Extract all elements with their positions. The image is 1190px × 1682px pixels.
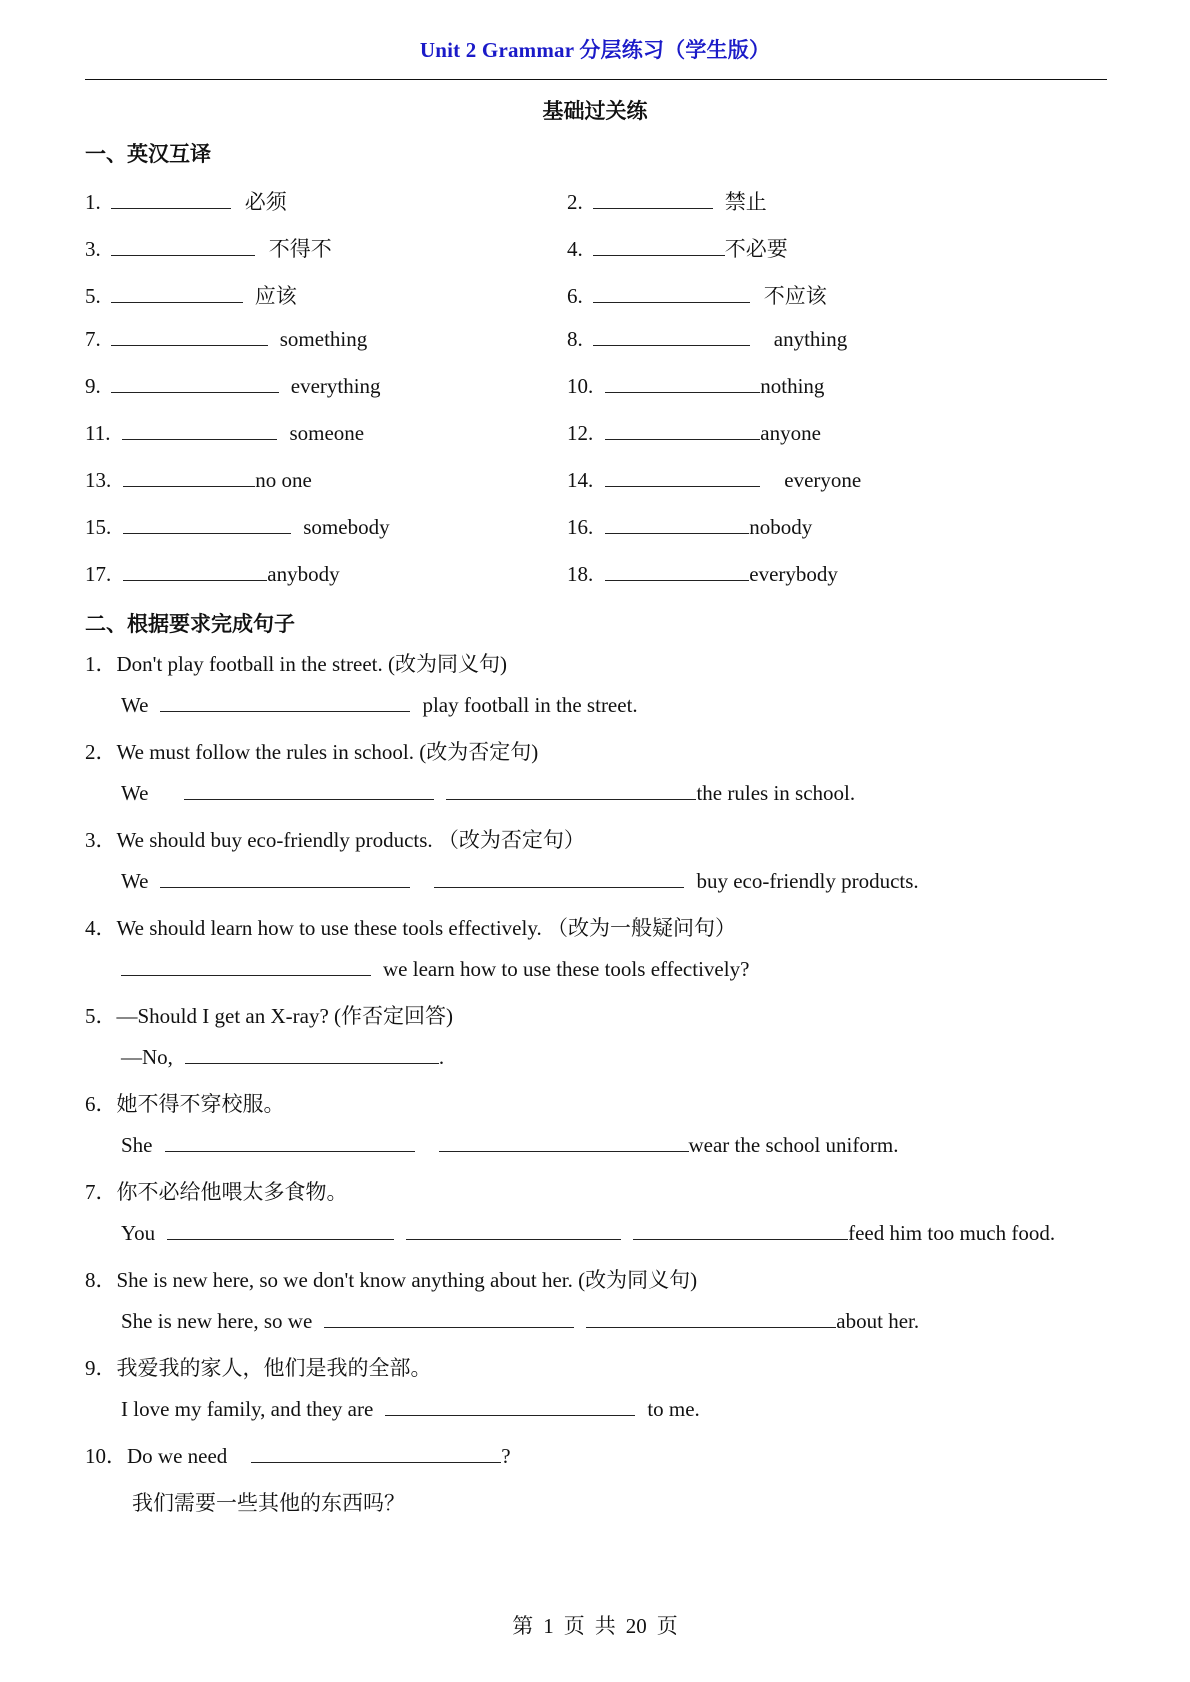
vocab-item-3 xyxy=(85,233,332,263)
answer-suffix: about her. xyxy=(836,1309,920,1333)
answer-suffix: . xyxy=(438,1045,445,1069)
answer-blank[interactable] xyxy=(586,1326,836,1328)
vocab-item-15 xyxy=(85,515,390,540)
answer-blank[interactable] xyxy=(123,579,267,581)
item-text: anyone xyxy=(760,421,821,445)
question-number: 9． xyxy=(85,1356,117,1380)
question-6-answer xyxy=(121,1133,898,1158)
vocab-item-10 xyxy=(567,374,824,399)
item-text: anything xyxy=(773,327,848,351)
answer-prefix: —No, xyxy=(121,1045,173,1069)
section-level-title: 基础过关练 xyxy=(542,99,648,123)
question-8-answer xyxy=(121,1309,919,1334)
vocab-item-4 xyxy=(567,233,788,263)
answer-blank[interactable] xyxy=(121,974,371,976)
question-9-prompt xyxy=(85,1352,432,1382)
header-rule xyxy=(85,79,1107,80)
answer-suffix: we learn how to use these tools effectively? xyxy=(383,957,750,981)
answer-blank[interactable] xyxy=(251,1461,501,1463)
item-text: everybody xyxy=(749,562,838,586)
vocab-item-12 xyxy=(567,421,821,446)
answer-blank[interactable] xyxy=(111,301,243,303)
answer-blank[interactable] xyxy=(434,886,684,888)
item-number: 15. xyxy=(85,515,112,539)
question-number: 8． xyxy=(85,1268,117,1292)
question-4-prompt xyxy=(85,912,736,942)
item-text: someone xyxy=(289,421,365,445)
answer-blank[interactable] xyxy=(593,254,725,256)
question-6-prompt xyxy=(85,1088,285,1118)
question-text: She is new here, so we don't know anything about her. (改为同义句) xyxy=(116,1268,698,1292)
answer-suffix: play football in the street. xyxy=(422,693,638,717)
answer-blank[interactable] xyxy=(593,301,750,303)
answer-blank[interactable] xyxy=(605,532,749,534)
question-text: —Should I get an X-ray? (作否定回答) xyxy=(116,1004,454,1028)
item-number: 8. xyxy=(567,327,583,351)
item-text: 不应该 xyxy=(763,284,827,308)
vocab-item-18 xyxy=(567,562,838,587)
item-number: 16. xyxy=(567,515,594,539)
answer-blank[interactable] xyxy=(160,886,410,888)
item-text: 不得不 xyxy=(268,237,332,261)
item-number: 4. xyxy=(567,237,583,261)
footer-suffix: 页 xyxy=(656,1614,678,1638)
item-text: something xyxy=(279,327,368,351)
vocab-item-13 xyxy=(85,468,312,493)
answer-blank[interactable] xyxy=(165,1150,415,1152)
vocab-item-1 xyxy=(85,186,287,216)
answer-suffix: feed him too much food. xyxy=(848,1221,1056,1245)
vocab-item-16 xyxy=(567,515,812,540)
item-number: 14. xyxy=(567,468,594,492)
question-5-prompt xyxy=(85,1000,453,1030)
answer-prefix: She xyxy=(121,1133,153,1157)
item-text: anybody xyxy=(267,562,340,586)
vocab-item-5 xyxy=(85,280,297,310)
question-1-prompt xyxy=(85,648,507,678)
document-title: Unit 2 Grammar 分层练习（学生版） xyxy=(419,38,771,62)
answer-suffix: the rules in school. xyxy=(696,781,856,805)
footer-text: 页 xyxy=(563,1614,585,1638)
question-number: 10． xyxy=(85,1444,127,1468)
answer-prefix: We xyxy=(121,781,149,805)
question-number: 7． xyxy=(85,1180,117,1204)
item-number: 7. xyxy=(85,327,101,351)
answer-blank[interactable] xyxy=(123,532,291,534)
item-number: 12. xyxy=(567,421,594,445)
item-number: 10. xyxy=(567,374,594,398)
question-2-answer xyxy=(121,781,855,806)
question-text: Do we need xyxy=(127,1444,228,1468)
question-3-prompt xyxy=(85,824,585,854)
question-text: 我爱我的家人，他们是我的全部。 xyxy=(116,1356,432,1380)
answer-blank[interactable] xyxy=(385,1414,635,1416)
item-text: everyone xyxy=(784,468,862,492)
item-text: 不必要 xyxy=(724,237,788,261)
answer-blank[interactable] xyxy=(111,207,231,209)
vocab-item-8 xyxy=(567,327,847,352)
answer-blank[interactable] xyxy=(593,344,750,346)
question-number: 1． xyxy=(85,652,117,676)
answer-blank[interactable] xyxy=(605,391,760,393)
question-10-translation xyxy=(132,1487,405,1517)
answer-blank[interactable] xyxy=(111,391,279,393)
question-text: Don't play football in the street. (改为同义句) xyxy=(116,652,507,676)
question-text: We must follow the rules in school. (改为否定句) xyxy=(116,740,539,764)
item-number: 17. xyxy=(85,562,112,586)
item-text: 应该 xyxy=(254,284,297,308)
page-footer xyxy=(0,1610,1190,1640)
answer-blank[interactable] xyxy=(122,438,277,440)
answer-blank[interactable] xyxy=(446,798,696,800)
vocab-item-6 xyxy=(567,280,827,310)
question-9-answer xyxy=(121,1397,700,1422)
vocab-item-2 xyxy=(567,186,767,216)
answer-blank[interactable] xyxy=(633,1238,848,1240)
answer-blank[interactable] xyxy=(160,710,410,712)
answer-blank[interactable] xyxy=(605,485,760,487)
answer-blank[interactable] xyxy=(184,798,434,800)
current-page: 1 xyxy=(543,1614,554,1638)
vocab-item-9 xyxy=(85,374,381,399)
item-number: 13. xyxy=(85,468,112,492)
question-text: 你不必给他喂太多食物。 xyxy=(116,1180,348,1204)
section2-heading: 二、根据要求完成句子 xyxy=(85,612,295,636)
question-3-answer xyxy=(121,869,919,894)
question-5-answer xyxy=(121,1045,444,1070)
answer-prefix: You xyxy=(121,1221,156,1245)
item-number: 5. xyxy=(85,284,101,308)
total-pages: 20 xyxy=(625,1614,647,1638)
answer-blank[interactable] xyxy=(111,344,268,346)
answer-blank[interactable] xyxy=(324,1326,574,1328)
item-text: 必须 xyxy=(244,190,287,214)
question-text: 她不得不穿校服。 xyxy=(116,1092,285,1116)
answer-blank[interactable] xyxy=(167,1238,394,1240)
answer-suffix: wear the school uniform. xyxy=(688,1133,899,1157)
answer-blank[interactable] xyxy=(605,438,760,440)
question-text: We should learn how to use these tools effectively. （改为一般疑问句） xyxy=(116,916,736,940)
answer-prefix: We xyxy=(121,693,149,717)
answer-blank[interactable] xyxy=(123,485,255,487)
item-text: nothing xyxy=(760,374,825,398)
item-text: no one xyxy=(255,468,312,492)
vocab-item-14 xyxy=(567,468,861,493)
answer-prefix: She is new here, so we xyxy=(121,1309,313,1333)
answer-blank[interactable] xyxy=(439,1150,689,1152)
question-number: 5． xyxy=(85,1004,117,1028)
answer-blank[interactable] xyxy=(185,1062,439,1064)
answer-prefix: We xyxy=(121,869,149,893)
section1-heading: 一、英汉互译 xyxy=(85,142,211,166)
question-2-prompt xyxy=(85,736,538,766)
item-number: 6. xyxy=(567,284,583,308)
answer-blank[interactable] xyxy=(406,1238,621,1240)
item-text: everything xyxy=(290,374,381,398)
question-number: 2． xyxy=(85,740,117,764)
question-1-answer xyxy=(121,693,638,718)
question-10-prompt xyxy=(85,1440,511,1470)
question-number: 6． xyxy=(85,1092,117,1116)
item-text: somebody xyxy=(303,515,390,539)
question-4-answer xyxy=(121,957,749,982)
item-number: 11. xyxy=(85,421,111,445)
translation-text: 我们需要一些其他的东西吗？ xyxy=(132,1491,405,1515)
question-8-prompt xyxy=(85,1264,697,1294)
question-suffix: ? xyxy=(501,1444,511,1468)
item-number: 2. xyxy=(567,190,583,214)
answer-suffix: buy eco-friendly products. xyxy=(696,869,919,893)
footer-text: 共 xyxy=(594,1614,616,1638)
item-number: 9. xyxy=(85,374,101,398)
question-number: 4． xyxy=(85,916,117,940)
item-number: 1. xyxy=(85,190,101,214)
answer-blank[interactable] xyxy=(111,254,255,256)
answer-suffix: to me. xyxy=(647,1397,700,1421)
item-text: 禁止 xyxy=(724,190,767,214)
vocab-item-11 xyxy=(85,421,364,446)
answer-blank[interactable] xyxy=(593,207,713,209)
vocab-item-7 xyxy=(85,327,367,352)
answer-prefix: I love my family, and they are xyxy=(121,1397,374,1421)
footer-prefix: 第 xyxy=(512,1614,534,1638)
item-number: 18. xyxy=(567,562,594,586)
question-text: We should buy eco-friendly products. （改为否定句） xyxy=(116,828,585,852)
question-number: 3． xyxy=(85,828,117,852)
vocab-item-17 xyxy=(85,562,340,587)
question-7-prompt xyxy=(85,1176,348,1206)
item-number: 3. xyxy=(85,237,101,261)
answer-blank[interactable] xyxy=(605,579,749,581)
item-text: nobody xyxy=(749,515,813,539)
question-7-answer xyxy=(121,1221,1055,1246)
